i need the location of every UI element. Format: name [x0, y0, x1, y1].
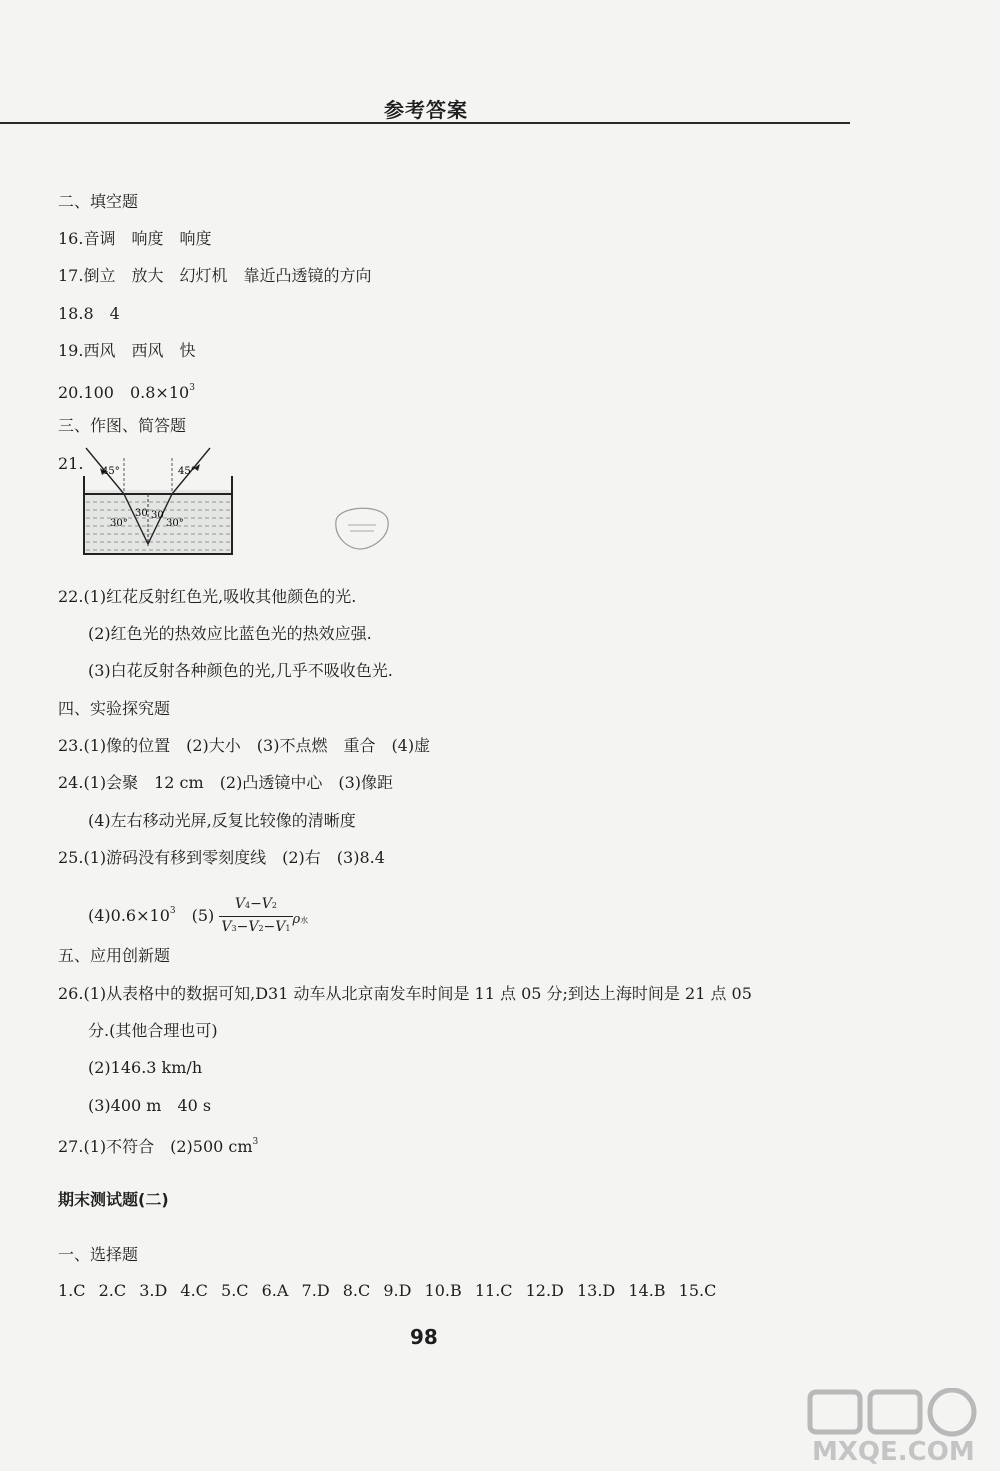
answer-18: 18.8 4 [58, 304, 120, 323]
choice-answer: 5.C [221, 1281, 249, 1300]
choice-answer: 15.C [678, 1281, 717, 1300]
answer-26-3: (3)400 m 40 s [88, 1096, 212, 1115]
choice-answer: 4.C [180, 1281, 208, 1300]
watermark-text: MXQE.COM [812, 1437, 975, 1467]
angle-label-30-mid-right: 30 [151, 510, 164, 521]
answer-25-2-part5: (5) [175, 906, 215, 925]
formula-denominator: V3−V2−V1 [221, 919, 291, 935]
section-title-fill-blank: 二、填空题 [58, 192, 139, 211]
header-rule [0, 122, 850, 124]
answer-26-2: (2)146.3 km/h [88, 1058, 203, 1077]
page-header-title: 参考答案 [384, 98, 468, 122]
answer-22-2: (2)红色光的热效应比蓝色光的热效应强. [88, 624, 372, 643]
answer-24-1: 24.(1)会聚 12 cm (2)凸透镜中心 (3)像距 [58, 773, 394, 792]
page-number: 98 [410, 1325, 438, 1349]
answer-22-3: (3)白花反射各种颜色的光,几乎不吸收色光. [88, 661, 393, 680]
answer-25-2-exponent: 3 [169, 906, 176, 916]
answer-21-label: 21. [58, 454, 84, 473]
answer-20-text: 20.100 0.8×10 [58, 383, 190, 402]
answer-24-2: (4)左右移动光屏,反复比较像的清晰度 [88, 811, 356, 830]
rho-water-symbol: ρ水 [292, 912, 309, 927]
answer-20 [58, 378, 195, 403]
answer-27-text: 27.(1)不符合 (2)500 cm [58, 1137, 253, 1156]
angle-label-30-mid-left: 30 [135, 508, 148, 519]
choice-answer: 11.C [474, 1281, 513, 1300]
answer-26-1-continued: 分.(其他合理也可) [88, 1021, 218, 1040]
section-title-choice: 一、选择题 [58, 1245, 139, 1264]
angle-label-45-right: 45° [178, 466, 196, 477]
answer-25-2-text: (4)0.6×10 [88, 906, 170, 925]
answer-27 [58, 1132, 258, 1157]
reflection-refraction-diagram [76, 446, 236, 556]
choice-answer: 8.C [342, 1281, 371, 1300]
section-title-application: 五、应用创新题 [58, 946, 171, 965]
choice-answer: 10.B [424, 1281, 462, 1300]
choice-answer: 2.C [98, 1281, 127, 1300]
choice-answer: 13.D [576, 1281, 616, 1300]
choice-answer: 6.A [261, 1281, 289, 1300]
choice-answer: 9.D [383, 1281, 412, 1300]
faint-stamp-mark [330, 497, 394, 553]
angle-label-45-left: 45° [102, 466, 120, 477]
answer-25-1: 25.(1)游码没有移到零刻度线 (2)右 (3)8.4 [58, 848, 385, 867]
choice-answer: 14.B [628, 1281, 666, 1300]
site-watermark-logo [800, 1388, 990, 1468]
answer-22-1: 22.(1)红花反射红色光,吸收其他颜色的光. [58, 587, 357, 606]
choice-answer: 7.D [301, 1281, 330, 1300]
section-title-drawing: 三、作图、简答题 [58, 416, 187, 435]
answer-16: 16.音调 响度 响度 [58, 229, 212, 248]
choice-answer: 3.D [139, 1281, 168, 1300]
answer-23: 23.(1)像的位置 (2)大小 (3)不点燃 重合 (4)虚 [58, 736, 431, 755]
section-title-experiment: 四、实验探究题 [58, 699, 171, 718]
density-formula [219, 894, 292, 939]
angle-label-30-left: 30° [110, 518, 128, 529]
answer-17: 17.倒立 放大 幻灯机 靠近凸透镜的方向 [58, 266, 372, 285]
answer-25-2 [88, 894, 308, 939]
choice-answers-row [58, 1281, 716, 1301]
answer-20-exponent: 3 [189, 383, 195, 393]
answer-19: 19.西风 西风 快 [58, 341, 196, 360]
angle-label-30-right: 30° [166, 518, 184, 529]
exam-title: 期末测试题(二) [58, 1190, 169, 1209]
answer-26-1: 26.(1)从表格中的数据可知,D31 动车从北京南发车时间是 11 点 05 分;到达上海时间是 21 点 05 [58, 984, 752, 1003]
formula-numerator: V4−V2 [219, 894, 292, 917]
choice-answer: 1.C [58, 1281, 86, 1300]
choice-answer: 12.D [525, 1281, 564, 1300]
answer-27-exponent: 3 [252, 1137, 259, 1147]
